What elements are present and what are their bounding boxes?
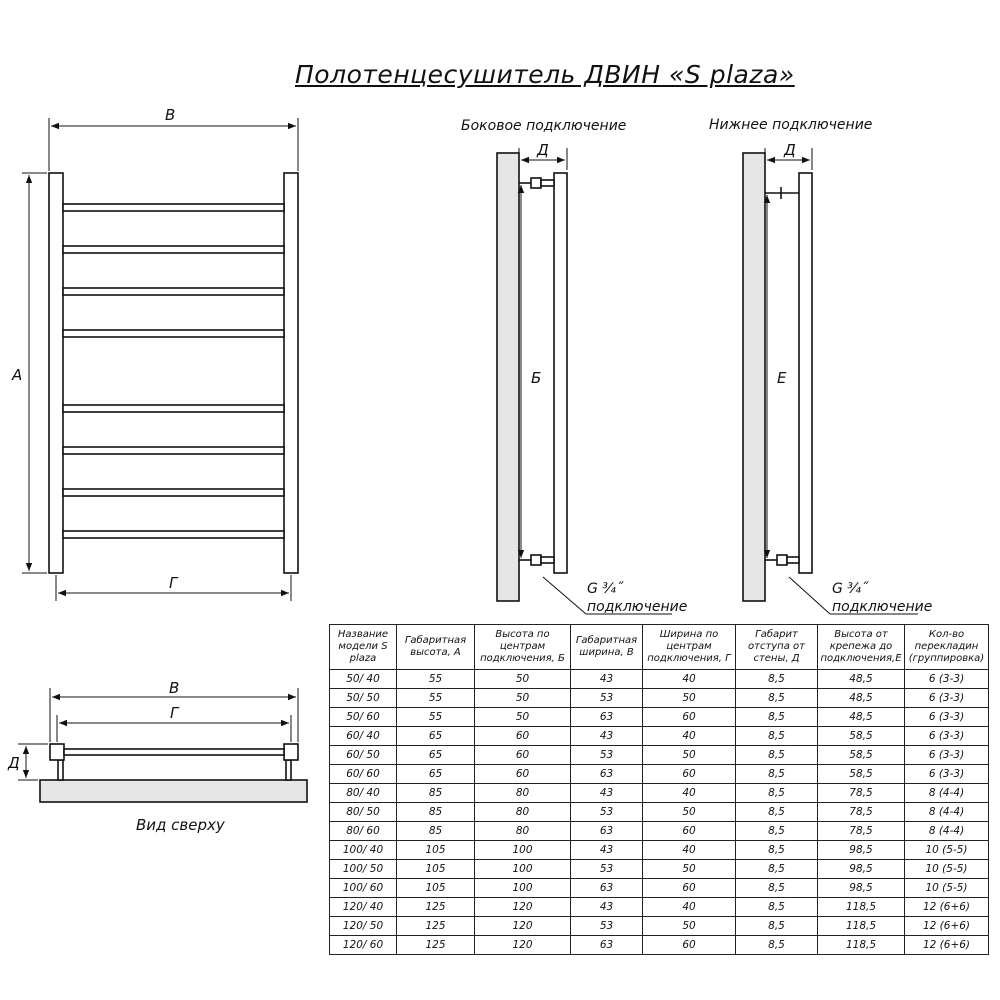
table-cell: 60 xyxy=(475,727,571,746)
wall xyxy=(40,780,307,802)
table-row xyxy=(330,689,989,708)
table-cell: 125 xyxy=(397,936,475,955)
table-cell: 8,5 xyxy=(736,803,818,822)
table-cell: 6 (3-3) xyxy=(905,689,989,708)
column-header: Кол-во перекладин (группировка) xyxy=(905,625,989,670)
left-rail xyxy=(49,173,63,573)
table-cell: 6 (3-3) xyxy=(905,727,989,746)
table-cell: 40 xyxy=(643,784,736,803)
dim-label-a: А xyxy=(12,366,23,384)
table-cell: 50 xyxy=(475,689,571,708)
table-cell: 50 xyxy=(643,860,736,879)
table-cell: 118,5 xyxy=(818,936,905,955)
table-cell: 12 (6+6) xyxy=(905,917,989,936)
table-cell: 65 xyxy=(397,765,475,784)
table-cell: 78,5 xyxy=(818,803,905,822)
connection-size-side: G ¾˝ xyxy=(587,581,623,597)
table-cell: 8 (4-4) xyxy=(905,822,989,841)
table-cell: 6 (3-3) xyxy=(905,765,989,784)
column-header: Название модели S plaza xyxy=(330,625,397,670)
dim-label-g: Г xyxy=(169,574,178,592)
table-cell: 63 xyxy=(571,879,643,898)
table-cell: 105 xyxy=(397,841,475,860)
table-cell: 10 (5-5) xyxy=(905,860,989,879)
table-cell: 48,5 xyxy=(818,689,905,708)
table-cell: 120 xyxy=(475,936,571,955)
table-cell: 63 xyxy=(571,822,643,841)
table-cell: 65 xyxy=(397,746,475,765)
table-cell: 63 xyxy=(571,765,643,784)
table-cell: 105 xyxy=(397,879,475,898)
table-cell: 120/ 50 xyxy=(330,917,397,936)
dim-label-d-bottom: Д xyxy=(784,141,796,159)
column-header: Габарит отступа от стены, Д xyxy=(736,625,818,670)
table-header-row xyxy=(330,625,989,670)
dim-label-d-top-view: Д xyxy=(8,754,20,772)
side-dimensions xyxy=(519,148,672,614)
dim-label-g-top-view: Г xyxy=(170,704,179,722)
table-cell: 50 xyxy=(643,803,736,822)
table-cell: 8,5 xyxy=(736,670,818,689)
table-cell: 53 xyxy=(571,746,643,765)
dim-label-b: Б xyxy=(531,369,542,387)
table-cell: 50 xyxy=(475,708,571,727)
table-cell: 80/ 60 xyxy=(330,822,397,841)
table-cell: 118,5 xyxy=(818,917,905,936)
right-rail xyxy=(284,173,298,573)
table-cell: 10 (5-5) xyxy=(905,841,989,860)
dim-label-d-side: Д xyxy=(537,141,549,159)
table-cell: 8,5 xyxy=(736,784,818,803)
table-cell: 85 xyxy=(397,784,475,803)
table-cell: 80/ 50 xyxy=(330,803,397,822)
table-cell: 8,5 xyxy=(736,765,818,784)
table-cell: 8,5 xyxy=(736,841,818,860)
column-header: Высота от крепежа до подключения,Е xyxy=(818,625,905,670)
table-cell: 120/ 60 xyxy=(330,936,397,955)
table-cell: 50 xyxy=(475,670,571,689)
top-crossbar xyxy=(64,749,284,755)
table-cell: 98,5 xyxy=(818,879,905,898)
table-cell: 50/ 40 xyxy=(330,670,397,689)
table-cell: 60 xyxy=(643,879,736,898)
table-cell: 53 xyxy=(571,689,643,708)
table-cell: 43 xyxy=(571,727,643,746)
table-cell: 63 xyxy=(571,708,643,727)
wall xyxy=(743,153,765,601)
column-header: Высота по центрам подключения, Б xyxy=(475,625,571,670)
table-cell: 65 xyxy=(397,727,475,746)
table-cell: 60 xyxy=(643,936,736,955)
column-header: Ширина по центрам подключения, Г xyxy=(643,625,736,670)
table-cell: 125 xyxy=(397,898,475,917)
dim-label-v-top-view: В xyxy=(169,679,180,697)
table-row xyxy=(330,727,989,746)
top-view-caption: Вид сверху xyxy=(136,816,225,834)
wall xyxy=(497,153,519,601)
table-cell: 58,5 xyxy=(818,727,905,746)
bottom-dimensions xyxy=(765,148,918,614)
table-cell: 8 (4-4) xyxy=(905,784,989,803)
table-cell: 43 xyxy=(571,841,643,860)
table-cell: 120 xyxy=(475,917,571,936)
side-connection-caption: Боковое подключение xyxy=(461,118,627,134)
table-cell: 100/ 50 xyxy=(330,860,397,879)
table-cell: 55 xyxy=(397,670,475,689)
page-title: Полотенцесушитель ДВИН «S plaza» xyxy=(295,60,795,89)
table-cell: 63 xyxy=(571,936,643,955)
table-cell: 53 xyxy=(571,803,643,822)
table-row xyxy=(330,670,989,689)
table-cell: 60 xyxy=(643,708,736,727)
table-cell: 80/ 40 xyxy=(330,784,397,803)
table-cell: 50/ 50 xyxy=(330,689,397,708)
table-cell: 60/ 50 xyxy=(330,746,397,765)
table-cell: 8,5 xyxy=(736,689,818,708)
table-cell: 60 xyxy=(643,822,736,841)
table-cell: 8,5 xyxy=(736,727,818,746)
side-rail xyxy=(799,173,812,573)
table-cell: 10 (5-5) xyxy=(905,879,989,898)
table-cell: 8,5 xyxy=(736,822,818,841)
table-cell: 58,5 xyxy=(818,746,905,765)
table-cell: 8,5 xyxy=(736,898,818,917)
table-cell: 6 (3-3) xyxy=(905,708,989,727)
table-cell: 40 xyxy=(643,898,736,917)
table-row xyxy=(330,784,989,803)
table-cell: 78,5 xyxy=(818,784,905,803)
table-cell: 8 (4-4) xyxy=(905,803,989,822)
table-row xyxy=(330,879,989,898)
table-cell: 40 xyxy=(643,727,736,746)
table-cell: 12 (6+6) xyxy=(905,898,989,917)
table-cell: 53 xyxy=(571,917,643,936)
bottom-connection-caption: Нижнее подключение xyxy=(709,117,873,133)
crossbars xyxy=(63,204,284,538)
spec-table xyxy=(329,624,989,955)
table-cell: 120/ 40 xyxy=(330,898,397,917)
table-cell: 48,5 xyxy=(818,670,905,689)
table-cell: 50 xyxy=(643,689,736,708)
table-cell: 6 (3-3) xyxy=(905,670,989,689)
column-header: Габаритная высота, А xyxy=(397,625,475,670)
table-cell: 53 xyxy=(571,860,643,879)
table-row xyxy=(330,765,989,784)
table-cell: 60 xyxy=(475,765,571,784)
table-cell: 60/ 40 xyxy=(330,727,397,746)
table-row xyxy=(330,898,989,917)
table-cell: 60 xyxy=(643,765,736,784)
table-row xyxy=(330,746,989,765)
table-cell: 43 xyxy=(571,898,643,917)
connection-word-bottom: подключение xyxy=(832,599,933,615)
table-row xyxy=(330,708,989,727)
front-view xyxy=(49,173,298,573)
table-cell: 60/ 60 xyxy=(330,765,397,784)
table-cell: 118,5 xyxy=(818,898,905,917)
table-row xyxy=(330,803,989,822)
table-cell: 50 xyxy=(643,746,736,765)
table-row xyxy=(330,936,989,955)
table-cell: 78,5 xyxy=(818,822,905,841)
table-cell: 100/ 60 xyxy=(330,879,397,898)
table-cell: 8,5 xyxy=(736,860,818,879)
table-cell: 8,5 xyxy=(736,708,818,727)
table-cell: 100/ 40 xyxy=(330,841,397,860)
table-cell: 8,5 xyxy=(736,746,818,765)
dim-label-e: Е xyxy=(777,369,787,387)
dim-label-v: В xyxy=(165,106,176,124)
table-cell: 55 xyxy=(397,708,475,727)
table-cell: 12 (6+6) xyxy=(905,936,989,955)
table-cell: 43 xyxy=(571,784,643,803)
table-cell: 80 xyxy=(475,784,571,803)
connection-size-bottom: G ¾˝ xyxy=(832,581,868,597)
table-cell: 80 xyxy=(475,822,571,841)
table-cell: 50/ 60 xyxy=(330,708,397,727)
table-row xyxy=(330,860,989,879)
table-cell: 120 xyxy=(475,898,571,917)
table-row xyxy=(330,822,989,841)
table-cell: 125 xyxy=(397,917,475,936)
table-cell: 55 xyxy=(397,689,475,708)
table-row xyxy=(330,917,989,936)
table-cell: 98,5 xyxy=(818,860,905,879)
table-cell: 85 xyxy=(397,803,475,822)
table-cell: 43 xyxy=(571,670,643,689)
table-cell: 50 xyxy=(643,917,736,936)
table-cell: 8,5 xyxy=(736,917,818,936)
table-cell: 40 xyxy=(643,841,736,860)
side-rail xyxy=(554,173,567,573)
table-row xyxy=(330,841,989,860)
table-body xyxy=(330,670,989,955)
table-cell: 8,5 xyxy=(736,879,818,898)
table-cell: 100 xyxy=(475,841,571,860)
top-view xyxy=(40,744,307,802)
table-cell: 105 xyxy=(397,860,475,879)
table-cell: 100 xyxy=(475,860,571,879)
table-cell: 8,5 xyxy=(736,936,818,955)
table-cell: 58,5 xyxy=(818,765,905,784)
table-cell: 60 xyxy=(475,746,571,765)
table-cell: 48,5 xyxy=(818,708,905,727)
table-cell: 80 xyxy=(475,803,571,822)
column-header: Габаритная ширина, В xyxy=(571,625,643,670)
table-cell: 100 xyxy=(475,879,571,898)
connection-word-side: подключение xyxy=(587,599,688,615)
table-cell: 98,5 xyxy=(818,841,905,860)
table-cell: 40 xyxy=(643,670,736,689)
table-cell: 6 (3-3) xyxy=(905,746,989,765)
table-cell: 85 xyxy=(397,822,475,841)
